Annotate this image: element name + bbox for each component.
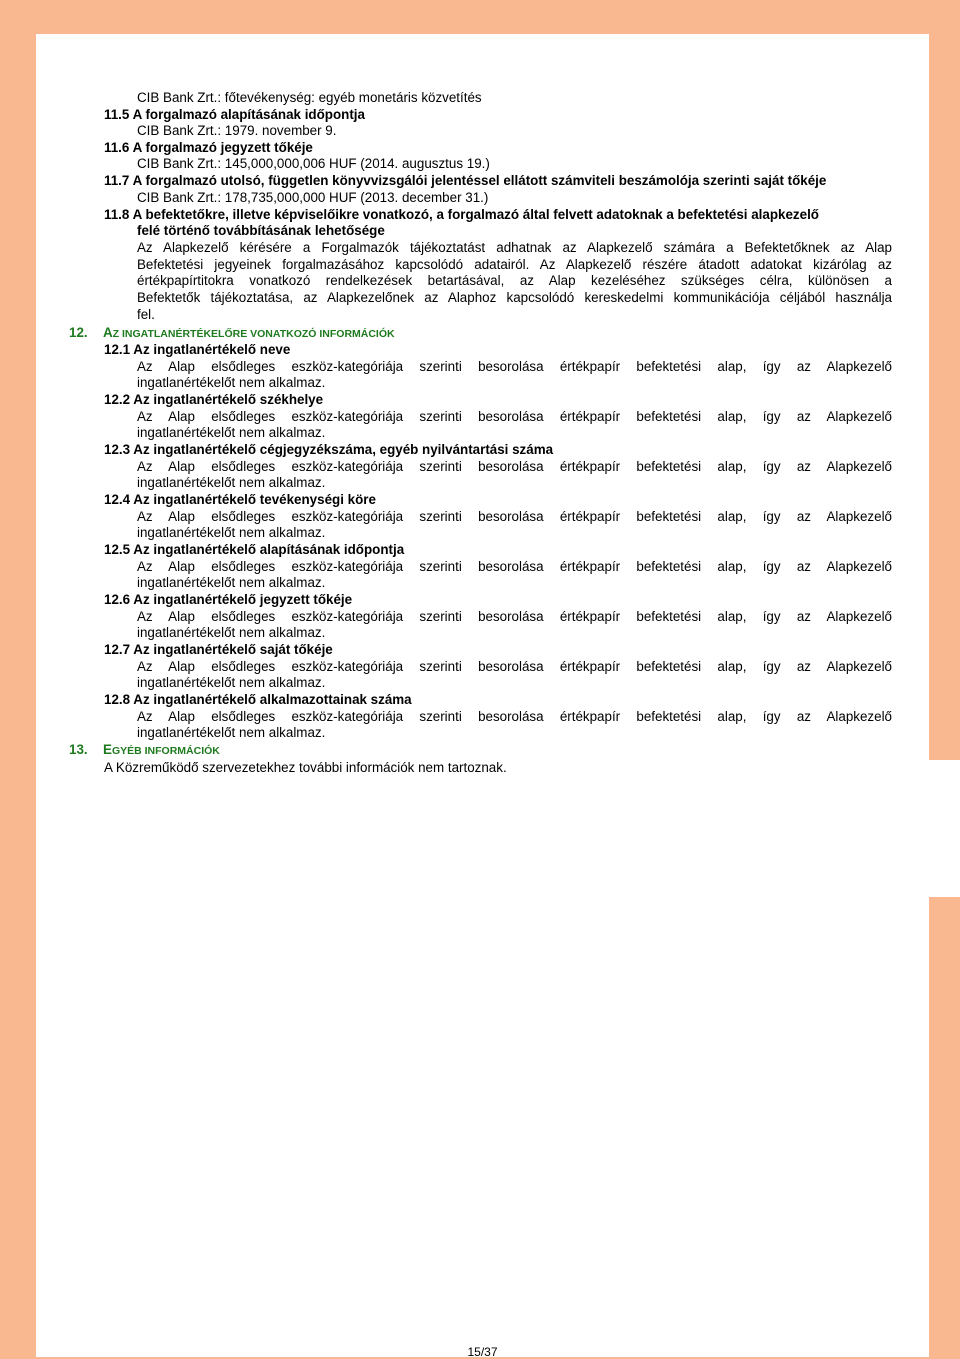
heading-11-6 [104, 140, 313, 156]
margin-band [929, 760, 960, 897]
subheading-text: Az ingatlanértékelő saját tőkéje [133, 642, 333, 657]
body-line: Az Alap elsődleges eszköz-kategóriája szerinti besorolása értékpapír befektetési alap, így az Alapkezelő [137, 609, 892, 624]
section-13-heading [69, 742, 220, 759]
subheading-number: 12.1 [104, 342, 131, 357]
subheading-12-3 [104, 442, 553, 458]
body-line: Az Alap elsődleges eszköz-kategóriája szerinti besorolása értékpapír befektetési alap, így az Alapkezelő [137, 659, 892, 674]
body-line: Az Alap elsődleges eszköz-kategóriája szerinti besorolása értékpapír befektetési alap, így az Alapkezelő [137, 709, 892, 724]
subheading-12-1 [104, 342, 290, 358]
body-line: ingatlanértékelőt nem alkalmaz. [137, 475, 326, 490]
body-line: Az Alap elsődleges eszköz-kategóriája szerinti besorolása értékpapír befektetési alap, így az Alapkezelő [137, 559, 892, 574]
paragraph-line: értékpapírtitokra vonatkozó rendelkezések betartásával, az Alap kezeléséhez szükséges célra, különösen a [137, 273, 892, 288]
subheading-text: Az ingatlanértékelő neve [133, 342, 291, 357]
subheading-number: 12.5 [104, 542, 131, 557]
text-line: CIB Bank Zrt.: főtevékenység: egyéb monetáris közvetítés [137, 90, 482, 105]
document-page [36, 34, 929, 1357]
subheading-12-7 [104, 642, 333, 658]
heading-text: felé történő továbbításának lehetősége [137, 223, 385, 238]
body-line: ingatlanértékelőt nem alkalmaz. [137, 525, 326, 540]
heading-11-8 [104, 207, 819, 223]
subheading-12-4 [104, 492, 376, 508]
subheading-number: 12.6 [104, 592, 131, 607]
body-line: ingatlanértékelőt nem alkalmaz. [137, 575, 326, 590]
subheading-text: Az ingatlanértékelő alapításának időpontja [133, 542, 405, 557]
subheading-text: Az ingatlanértékelő alkalmazottainak száma [133, 692, 412, 707]
subheading-text: Az ingatlanértékelő tevékenységi köre [133, 492, 376, 507]
heading-text: A forgalmazó utolsó, független könyvvizsgálói jelentéssel ellátott számviteli beszámolója szerinti saját tőkéje [132, 173, 827, 188]
text-line: CIB Bank Zrt.: 1979. november 9. [137, 123, 337, 138]
section-12-heading [69, 325, 395, 342]
paragraph-line: Befektetők tájékoztatása, az Alapkezelőnek az Alaphoz kapcsolódó kereskedelmi kommunikációja céljából használja [137, 290, 892, 305]
heading-11-5 [104, 107, 365, 123]
paragraph-line: fel. [137, 307, 155, 322]
subheading-text: Az ingatlanértékelő székhelye [133, 392, 324, 407]
body-line: ingatlanértékelőt nem alkalmaz. [137, 425, 326, 440]
heading-number: 11.8 [104, 207, 130, 222]
text-line: CIB Bank Zrt.: 145,000,000,006 HUF (2014. augusztus 19.) [137, 156, 490, 171]
subheading-number: 12.8 [104, 692, 131, 707]
subheading-text: Az ingatlanértékelő cégjegyzékszáma, egyéb nyilvántartási száma [133, 442, 554, 457]
subheading-12-8 [104, 692, 412, 708]
subheading-12-6 [104, 592, 352, 608]
heading-text: A forgalmazó alapításának időpontja [132, 107, 365, 122]
section-title-initial: E [103, 742, 112, 757]
body-line: ingatlanértékelőt nem alkalmaz. [137, 675, 326, 690]
body-line: Az Alap elsődleges eszköz-kategóriája szerinti besorolása értékpapír befektetési alap, így az Alapkezelő [137, 409, 892, 424]
section-title-rest: GYÉB INFORMÁCIÓK [111, 745, 220, 757]
section-title [103, 325, 395, 340]
subheading-12-2 [104, 392, 323, 408]
section-number: 12. [69, 325, 88, 340]
section-title-initial: A [103, 325, 113, 340]
text-line: CIB Bank Zrt.: 178,735,000,000 HUF (2013. december 31.) [137, 190, 489, 205]
subheading-number: 12.2 [104, 392, 131, 407]
body-line: Az Alap elsődleges eszköz-kategóriája szerinti besorolása értékpapír befektetési alap, így az Alapkezelő [137, 359, 892, 374]
subheading-number: 12.3 [104, 442, 131, 457]
paragraph-line: Befektetési jegyeinek forgalmazásához kapcsolódó adatairól. Az Alapkezelő részére átadott adatokat kizárólag az [137, 257, 892, 272]
section-13-text: A Közreműködő szervezetekhez további információk nem tartoznak. [104, 760, 507, 775]
page-number: 15/37 [467, 1345, 498, 1359]
heading-number: 11.7 [104, 173, 130, 188]
section-title-rest: Z INGATLANÉRTÉKELŐRE VONATKOZÓ INFORMÁCIÓK [112, 328, 395, 340]
subheading-text: Az ingatlanértékelő jegyzett tőkéje [133, 592, 353, 607]
heading-number: 11.6 [104, 140, 130, 155]
heading-number: 11.5 [104, 107, 130, 122]
section-number: 13. [69, 742, 88, 757]
body-line: ingatlanértékelőt nem alkalmaz. [137, 625, 326, 640]
heading-11-7 [104, 173, 826, 189]
heading-text: A befektetőkre, illetve képviselőikre vonatkozó, a forgalmazó által felvett adatoknak a befektetési alapkezelő [132, 207, 819, 222]
body-line: ingatlanértékelőt nem alkalmaz. [137, 725, 326, 740]
section-title [103, 742, 220, 757]
paragraph-line: Az Alapkezelő kérésére a Forgalmazók tájékoztatást adhatnak az Alapkezelő számára a Befektetőknek az Alap [137, 240, 892, 255]
body-line: Az Alap elsődleges eszköz-kategóriája szerinti besorolása értékpapír befektetési alap, így az Alapkezelő [137, 509, 892, 524]
subheading-number: 12.7 [104, 642, 131, 657]
subheading-12-5 [104, 542, 404, 558]
heading-text: A forgalmazó jegyzett tőkéje [132, 140, 313, 155]
subheading-number: 12.4 [104, 492, 131, 507]
body-line: ingatlanértékelőt nem alkalmaz. [137, 375, 326, 390]
body-line: Az Alap elsődleges eszköz-kategóriája szerinti besorolása értékpapír befektetési alap, így az Alapkezelő [137, 459, 892, 474]
